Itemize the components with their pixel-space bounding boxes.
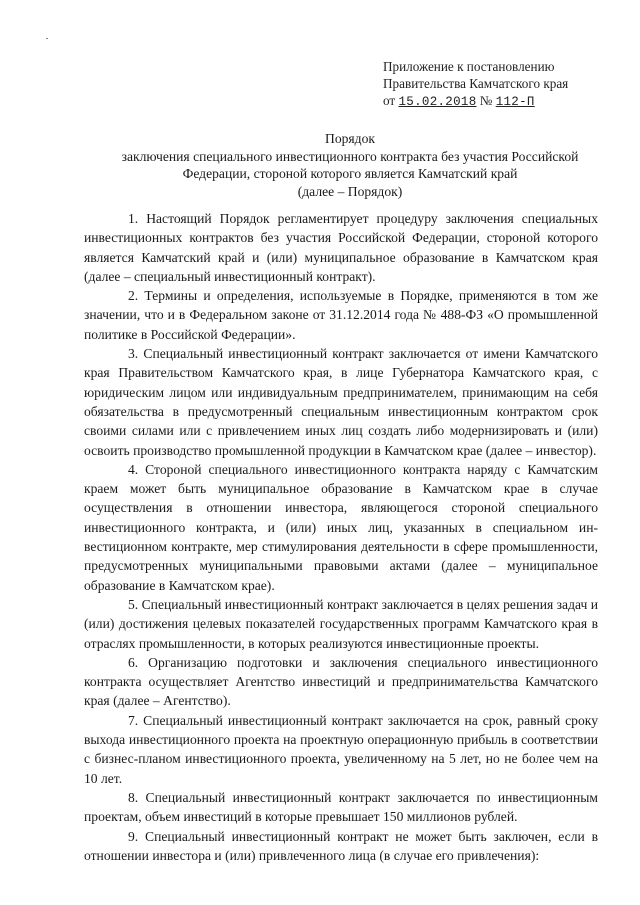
annex-date-prefix: от [383, 93, 396, 108]
paragraph-6: 6. Организацию подготовки и заключения специального инвестиционного контракта осуществляет Агентство инвестиций и предпринимательства Камчатского края (далее – Агентство). [84, 654, 598, 709]
annex-date-line [383, 92, 623, 111]
annex-line-1: Приложение к постановлению [383, 59, 555, 74]
paragraph-5: 5. Специальный инвестиционный контракт заключается в целях решения задач и (или) достижения целевых показателей государственных программ Камчатского края в отраслях промышленности, в которых реализуются инвестиционные проекты. [84, 596, 598, 651]
paragraph-2: 2. Термины и определения, используемые в Порядке, применяются в том же значении, что и в Федеральном законе от 31.12.2014 года № 488-ФЗ «О промышленной политике в Российской Федерации». [84, 288, 598, 342]
paragraph-9: 9. Специальный инвестиционный контракт не может быть заключен, если в отношении инвестора и (или) привлеченного лица (в случае его привлечения): [84, 828, 598, 863]
scan-speck [46, 38, 48, 39]
document-title [60, 130, 640, 200]
paragraph-8: 8. Специальный инвестиционный контракт заключается по инвестиционным проектам, объем инвестиций в которые превышает 150 миллионов рублей. [84, 789, 598, 825]
title-line-2: заключения специального инвестиционного контракта без участия Российской [121, 148, 579, 164]
paragraph-1: 1. Настоящий Порядок регламентирует процедуру заключения специальных инвестиционных контрактов без участия Российской Федерации, стороной которого является Камчатский край и (или) муниципальное образование в Камчатском края (далее – специальный инвестиционный контракт). [84, 211, 598, 284]
annex-line-2: Правительства Камчатского края [383, 76, 569, 91]
annex-number-prefix: № [479, 93, 493, 108]
paragraph-3: 3. Специальный инвестиционный контракт заключается от имени Камчатского края Правительством Камчатского края, в лице Губернатора Камчатского края, с юридическим лицом или индивидуальным предпринимателем, принимающим на себя обязательства в предусмотренный специальным инвестиционным контрактом срок своими силами или с привлечением иных лиц создать либо модернизировать и (или) освоить производство промышленной продукции в Камчатском крае (далее – инвестор). [84, 346, 598, 458]
annex-number: 112-П [495, 95, 535, 109]
paragraph-7: 7. Специальный инвестиционный контракт заключается на срок, равный сроку выхода инвестиционного проекта на проектную операционную прибыль в соответствии с бизнес-планом инвестиционного проекта, увеличенному на 5 лет, но не более чем на 10 лет. [84, 712, 598, 786]
document-body [84, 209, 598, 865]
title-line-4: (далее – Порядок) [297, 183, 403, 199]
title-line-1: Порядок [325, 131, 375, 146]
annex-header [383, 58, 623, 111]
paragraph-4: 4. Стороной специального инвестиционного контракта наряду с Камчатским краем может быть муниципальное образование в Камчатском крае в случае осуществления в отношении инвестора, являющегося стороной специального инвестиционного контракта, и (или) иных лиц, указанных в специальном инвестиционном контракте, мер стимулирования деятельности в сфере промышленности, предусмотренных муниципальными правовыми актами (далее – муниципальное образование в Камчатском крае). [84, 461, 598, 593]
annex-date: 15.02.2018 [398, 95, 477, 109]
title-line-3: Федерации, стороной которого является Камчатский край [182, 166, 518, 181]
